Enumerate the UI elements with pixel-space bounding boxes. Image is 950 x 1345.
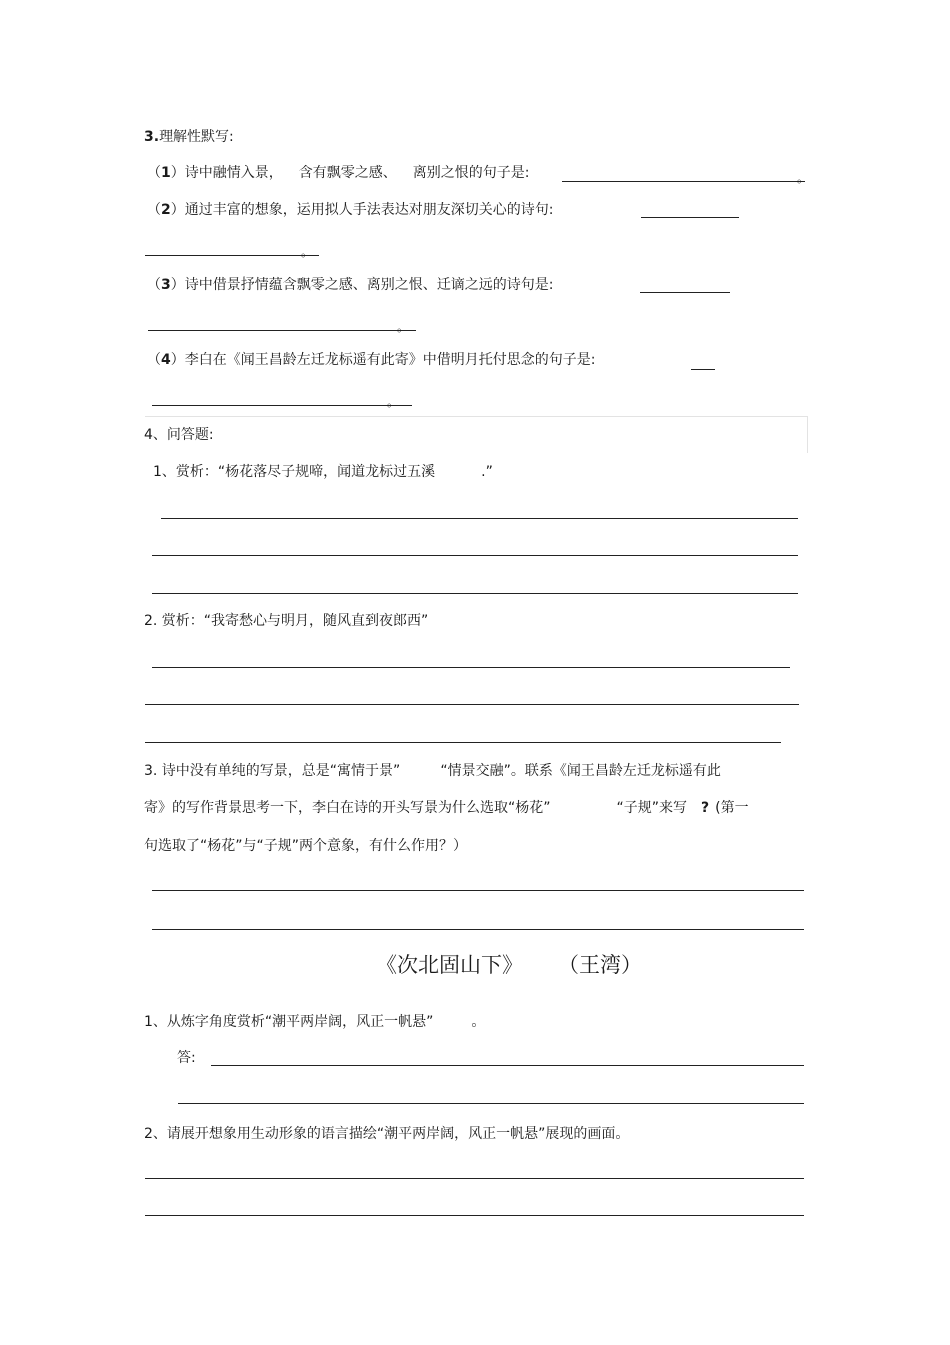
q3-3-answer-line-a[interactable] — [640, 292, 730, 293]
q3-2-answer-line-a[interactable] — [641, 217, 739, 218]
q4-2-answer-line-1[interactable] — [152, 667, 790, 668]
section3-heading — [144, 128, 234, 146]
q3-4-period: 。 — [387, 395, 400, 409]
poem2-q1-period: 。 — [471, 1014, 486, 1030]
section3-number: 3. — [144, 129, 160, 145]
q3-4-answer-line-a[interactable] — [691, 369, 715, 370]
q3-3-period: 。 — [397, 320, 410, 334]
q4-2-answer-line-2[interactable] — [145, 704, 799, 705]
q4-3-answer-line-2[interactable] — [152, 929, 804, 930]
q3-3-number: 3 — [161, 277, 171, 293]
q3-2-text: （2）通过丰富的想象，运用拟人手法表达对朋友深切关心的诗句: — [147, 202, 554, 218]
q3-1-period: 。 — [797, 171, 810, 185]
q4-1-answer-line-1[interactable] — [161, 518, 798, 519]
q3-2-period: 。 — [301, 245, 314, 259]
faint-frame — [145, 416, 808, 453]
q3-3-answer-line-b[interactable] — [148, 330, 416, 331]
poem2-q1-text: 1、从炼字角度赏析“潮平两岸阔，风正一帆悬” 。 — [144, 1014, 486, 1030]
q4-3-answer-line-1[interactable] — [152, 890, 804, 891]
q4-3-line-2: 寄》的写作背景思考一下，李白在诗的开头写景为什么选取“杨花” “子规”来写 ? (第一 — [144, 800, 749, 816]
q3-4-answer-line-b[interactable] — [152, 405, 412, 406]
q4-1-answer-line-3[interactable] — [152, 593, 798, 594]
poem2-author: （王湾） — [558, 953, 642, 977]
q4-1-answer-line-2[interactable] — [152, 555, 798, 556]
q3-4-number: 4 — [161, 352, 171, 368]
q3-2-answer-line-b[interactable] — [145, 255, 319, 256]
q3-1-answer-line[interactable] — [562, 181, 805, 182]
poem2-q1-answer-line-2[interactable] — [178, 1103, 804, 1104]
poem2-q2-answer-line-1[interactable] — [145, 1178, 804, 1179]
q3-1-text: （1）诗中融情入景， 含有飘零之感、 离别之恨的句子是: — [147, 165, 530, 181]
section3-title: 理解性默写: — [159, 129, 234, 145]
q3-3-text: （3）诗中借景抒情蕴含飘零之感、离别之恨、迁谪之远的诗句是: — [147, 277, 554, 293]
q4-3-line-3: 句选取了“杨花”与“子规”两个意象，有什么作用？） — [144, 838, 468, 854]
poem2-q2-answer-line-2[interactable] — [145, 1215, 804, 1216]
q4-3-line-1: 3. 诗中没有单纯的写景，总是“寓情于景” “情景交融”。联系《闻王昌龄左迁龙标遥有此 — [144, 763, 721, 779]
poem2-q1-answer-line-1[interactable] — [211, 1065, 804, 1066]
q4-1-text: 1、赏析：“杨花落尽子规啼，闻道龙标过五溪 .” — [153, 464, 493, 480]
q3-2-number: 2 — [161, 202, 171, 218]
poem2-q1-answer-label: 答: — [177, 1050, 196, 1066]
q3-4-text: （4）李白在《闻王昌龄左迁龙标遥有此寄》中借明月托付思念的句子是: — [147, 352, 596, 368]
section4-title: 4、问答题: — [144, 427, 214, 443]
q4-2-answer-line-3[interactable] — [145, 742, 781, 743]
q3-1-number: 1 — [161, 165, 171, 181]
poem2-q2-text: 2、请展开想象用生动形象的语言描绘“潮平两岸阔，风正一帆悬”展现的画面。 — [144, 1126, 630, 1142]
q4-2-text: 2. 赏析：“我寄愁心与明月，随风直到夜郎西” — [144, 613, 429, 629]
poem2-title: 《次北固山下》 — [376, 953, 523, 977]
